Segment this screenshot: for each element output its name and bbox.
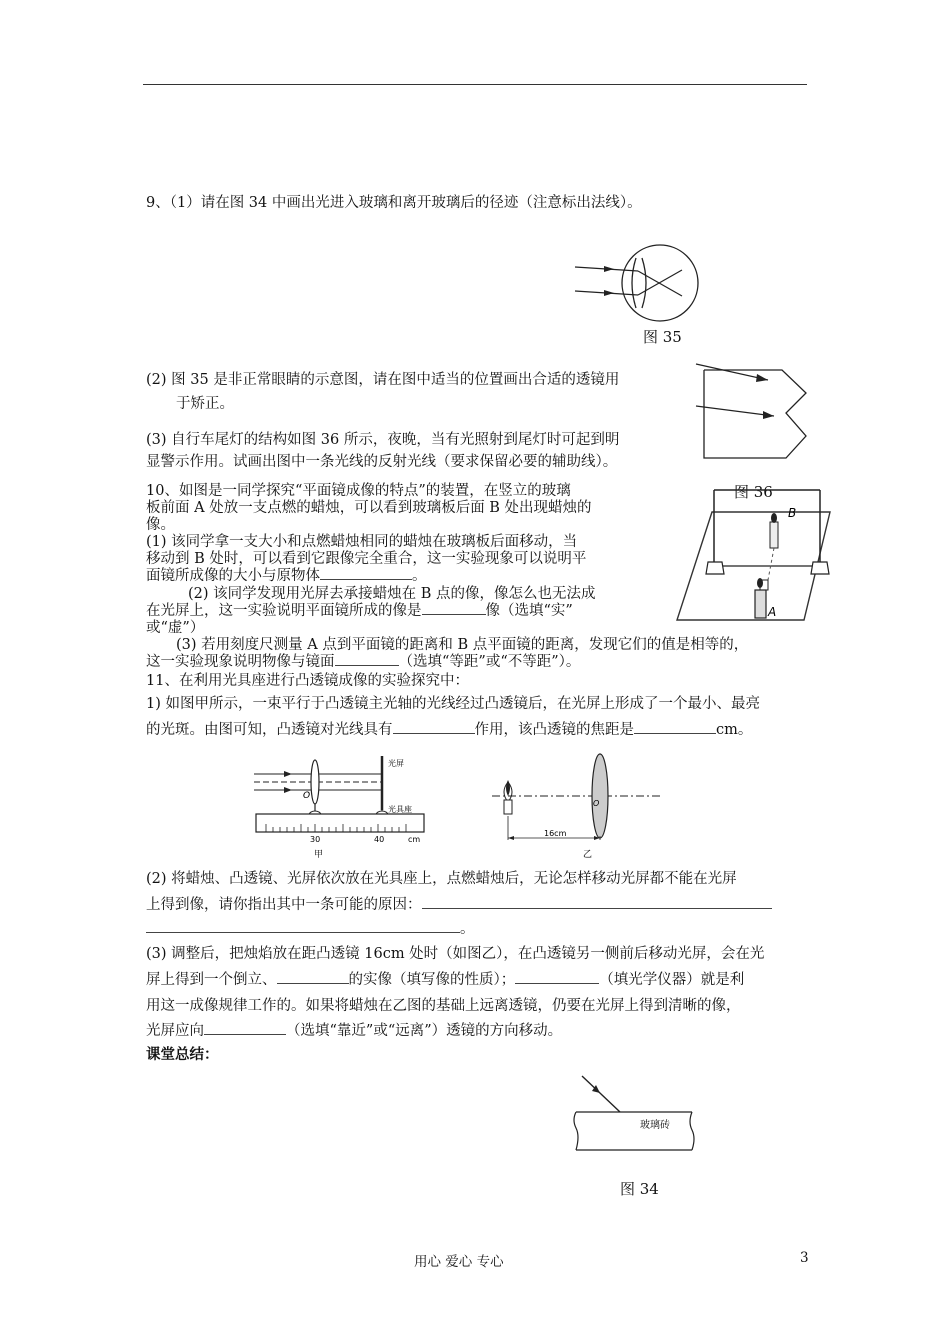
fig-yi-distance: 16cm (544, 829, 567, 838)
q9-line1: 9、（1）请在图 34 中画出光进入玻璃和离开玻璃后的径迹（注意标出法线）。 (146, 195, 642, 211)
q10-line2: 板前面 A 处放一支点燃的蜡烛，可以看到玻璃板后面 B 处出现蜡烛的 (146, 500, 592, 516)
q10-p2-line1: (2) 该同学发现用光屏去承接蜡烛在 B 点的像，像怎么也无法成 (188, 586, 596, 602)
q11-p3-line4 (146, 1020, 562, 1042)
fig-jia-tick-40: 40 (374, 835, 385, 844)
q11-blank-effect[interactable] (393, 719, 475, 734)
fig-yi-caption: 乙 (583, 850, 593, 860)
q10-mirror-experiment-figure (672, 484, 832, 626)
q9-part3-line2: 显警示作用。试画出图中一条光线的反射光线（要求保留必要的辅助线）。 (146, 454, 618, 470)
q10-p1-line3-text: 面镜所成像的大小与原物体 (146, 568, 320, 584)
q11-blank-reason-1[interactable] (422, 894, 772, 909)
fig-jia-unit: cm (408, 835, 421, 844)
q10-fig-label-b: B (788, 506, 797, 520)
fig36-taillight-diagram (690, 358, 820, 468)
fig-jia-tick-30: 30 (310, 835, 321, 844)
q11-blank-image-property[interactable] (277, 969, 349, 984)
q11-p2-line2-text: 上得到像，请你指出其中一条可能的原因： (146, 897, 422, 913)
q11-blank-focal-length[interactable] (634, 719, 716, 734)
q11-p3-line2b: 的实像（填写像的性质）； (348, 972, 516, 988)
q10-blank-size[interactable] (320, 565, 412, 580)
q11-p3-line4b: （选填“靠近”或“远离”）透镜的方向移动。 (286, 1023, 563, 1039)
page-number: 3 (800, 1250, 809, 1266)
q11-p3-line1: (3) 调整后，把烛焰放在距凸透镜 16cm 处时（如图乙），在凸透镜另一侧前后移动光屏，会在光 (146, 946, 765, 962)
q11-p1-line2 (146, 719, 752, 741)
q11-p3-line3: 用这一成像规律工作的。如果将蜡烛在乙图的基础上远离透镜，仍要在光屏上得到清晰的像， (146, 998, 741, 1014)
q11-p3-line2a: 屏上得到一个倒立、 (146, 972, 277, 988)
q11-p3-line2c: （填光学仪器）就是利 (599, 972, 745, 988)
fig34-glass-brick (570, 1072, 700, 1162)
q11-p3-line4a: 光屏应向 (146, 1023, 204, 1039)
q9-part2-line1: (2) 图 35 是非正常眼睛的示意图，请在图中适当的位置画出合适的透镜用 (146, 372, 620, 388)
fig35-eye-diagram (570, 238, 700, 328)
q10-line3: 像。 (146, 517, 175, 533)
q11-p1-line2b: 作用，该凸透镜的焦距是 (474, 722, 634, 738)
q11-blank-instrument[interactable] (515, 969, 599, 984)
q11-p1-line2a: 的光斑。由图可知，凸透镜对光线具有 (146, 722, 393, 738)
q10-p1-line1: (1) 该同学拿一支大小和点燃蜡烛相同的蜡烛在玻璃板后面移动，当 (146, 534, 578, 550)
fig-jia-caption: 甲 (314, 850, 324, 860)
q11-p2-line2 (146, 894, 772, 916)
fig34-glass-label: 玻璃砖 (640, 1120, 670, 1131)
fig36-caption: 图 36 (734, 483, 773, 501)
fig-jia-bench-label: 光具座 (388, 805, 412, 814)
q10-p2-line2 (146, 600, 573, 622)
q10-p3-line2b: （选填“等距”或“不等距”）。 (398, 654, 581, 670)
q11-p2-line3 (146, 918, 475, 940)
fig-jia-optical-bench (248, 752, 433, 860)
q10-p2-line2a: 在光屏上，这一实验说明平面镜所成的像是 (146, 603, 422, 619)
fig-yi-o-label: O (593, 799, 600, 808)
q10-p3-line1: (3) 若用刻度尺测量 A 点到平面镜的距离和 B 点平面镜的距离，发现它们的值是相等的， (176, 637, 749, 653)
q11-p3-line2 (146, 969, 744, 991)
q10-p1-end: 。 (412, 568, 427, 584)
footer-center: 用心 爱心 专心 (414, 1254, 504, 1270)
q10-blank-image-type[interactable] (422, 600, 486, 615)
header-rule (143, 84, 807, 85)
q11-p2-line1: (2) 将蜡烛、凸透镜、光屏依次放在光具座上，点燃蜡烛后，无论怎样移动光屏都不能在光屏 (146, 871, 737, 887)
summary-title: 课堂总结： (146, 1046, 219, 1063)
q9-part3-line1: (3) 自行车尾灯的结构如图 36 所示，夜晚，当有光照射到尾灯时可起到明 (146, 432, 620, 448)
q11-p1-line1: 1) 如图甲所示，一束平行于凸透镜主光轴的光线经过凸透镜后，在光屏上形成了一个最小、最亮 (146, 696, 760, 712)
fig34-caption: 图 34 (620, 1180, 659, 1198)
q10-blank-distance[interactable] (335, 651, 399, 666)
q11-p2-end: 。 (460, 921, 475, 937)
q11-blank-direction[interactable] (204, 1020, 286, 1035)
q10-p2-line3: 或“虚”） (146, 620, 205, 636)
q10-p2-line2b: 像（选填“实” (485, 603, 573, 619)
q10-line1: 10、如图是一同学探究“平面镜成像的特点”的装置，在竖立的玻璃 (146, 483, 571, 499)
fig35-caption: 图 35 (643, 328, 682, 346)
q10-p3-line2a: 这一实验现象说明物像与镜面 (146, 654, 335, 670)
fig-jia-o-label: O (303, 791, 311, 801)
q11-line1: 11、在利用光具座进行凸透镜成像的实验探究中： (146, 673, 469, 689)
q10-p1-line2: 移动到 B 处时，可以看到它跟像完全重合，这一实验现象可以说明平 (146, 551, 587, 567)
fig-jia-screen-label: 光屏 (388, 759, 404, 768)
q9-part2-line2: 于矫正。 (176, 396, 234, 412)
q11-p1-line2c: cm。 (716, 722, 753, 738)
q10-fig-label-a: A (768, 605, 777, 619)
fig-yi-candle-lens (490, 752, 665, 860)
q11-blank-reason-2[interactable] (146, 918, 460, 933)
